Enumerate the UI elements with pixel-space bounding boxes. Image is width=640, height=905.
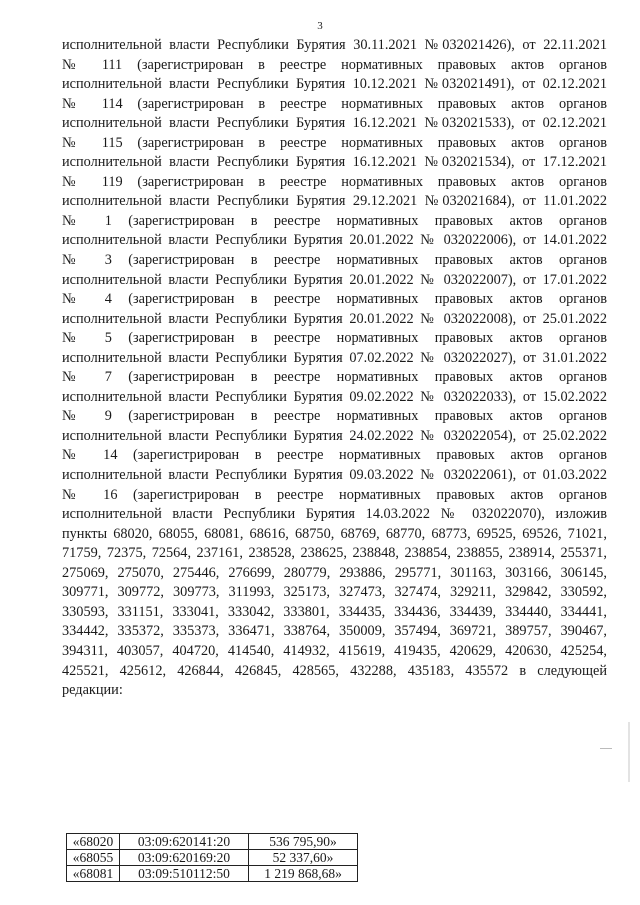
table-cell: «68020 (67, 834, 120, 850)
text-line: 394311, 403057, 404720, 414540, 414932, 415619, 419435, 420629, 420630, 425254, (62, 642, 607, 659)
text-line: № 111 (зарегистрирован в реестре нормативных правовых актов органов (62, 56, 607, 73)
text-line: исполнительной власти Республики Бурятия 20.01.2022 № 032022006), от 14.01.2022 (62, 232, 607, 249)
text-line: исполнительной власти Республики Бурятия 09.02.2022 № 032022033), от 15.02.2022 (62, 388, 607, 405)
text-line: 330593, 331151, 333041, 333042, 333801, 334435, 334436, 334439, 334440, 334441, (62, 603, 607, 620)
text-line: № 114 (зарегистрирован в реестре нормативных правовых актов органов (62, 95, 607, 112)
text-line: 425521, 425612, 426844, 426845, 428565, 432288, 435183, 435572 в следующей (62, 662, 607, 679)
text-line: 334442, 335372, 335373, 336471, 338764, 350009, 357494, 369721, 389757, 390467, (62, 623, 607, 640)
table-cell: «68055 (67, 850, 120, 866)
text-line: исполнительной власти Республики Бурятия 09.03.2022 № 032022061), от 01.03.2022 (62, 467, 607, 484)
table-cell: 536 795,90» (249, 834, 358, 850)
text-line: исполнительной власти Республики Бурятия 16.12.2021 №032021533), от 02.12.2021 (62, 115, 607, 132)
text-line: № 5 (зарегистрирован в реестре нормативных правовых актов органов (62, 330, 607, 347)
text-line: № 115 (зарегистрирован в реестре нормативных правовых актов органов (62, 134, 607, 151)
table-cell: 03:09:620141:20 (120, 834, 249, 850)
text-line: исполнительной власти Республики Бурятия 20.01.2022 № 032022008), от 25.01.2022 (62, 310, 607, 327)
text-line: исполнительной власти Республики Бурятия 16.12.2021 №032021534), от 17.12.2021 (62, 154, 607, 171)
text-line: 309771, 309772, 309773, 311993, 325173, 327473, 327474, 329211, 329842, 330592, (62, 584, 607, 601)
scan-edge-shadow (628, 722, 630, 782)
table-cell: 03:09:510112:50 (120, 866, 249, 882)
table-row (67, 866, 358, 882)
text-line: № 3 (зарегистрирован в реестре нормативных правовых актов органов (62, 252, 607, 269)
text-line: исполнительной власти Республики Бурятия 14.03.2022 № 032022070), изложив (62, 506, 607, 523)
text-line: № 1 (зарегистрирован в реестре нормативных правовых актов органов (62, 212, 607, 229)
text-line: исполнительной власти Республики Бурятия 10.12.2021 №032021491), от 02.12.2021 (62, 76, 607, 93)
text-line: исполнительной власти Республики Бурятия 30.11.2021 №032021426), от 22.11.2021 (62, 37, 607, 53)
cadastral-table (66, 833, 358, 882)
text-line: 71759, 72375, 72564, 237161, 238528, 238625, 238848, 238854, 238855, 238914, 255371, (62, 545, 607, 562)
text-line: № 9 (зарегистрирован в реестре нормативных правовых актов органов (62, 408, 607, 425)
text-line: № 14 (зарегистрирован в реестре нормативных правовых актов органов (62, 447, 607, 464)
table-row (67, 850, 358, 866)
text-line: исполнительной власти Республики Бурятия 29.12.2021 №032021684), от 11.01.2022 (62, 193, 607, 210)
text-line: редакции: (62, 682, 123, 699)
text-line: № 7 (зарегистрирован в реестре нормативных правовых актов органов (62, 369, 607, 386)
text-line: № 16 (зарегистрирован в реестре нормативных правовых актов органов (62, 486, 607, 503)
table-cell: 52 337,60» (249, 850, 358, 866)
text-line: пункты 68020, 68055, 68081, 68616, 68750, 68769, 68770, 68773, 69525, 69526, 71021, (62, 525, 607, 542)
table-cell: «68081 (67, 866, 120, 882)
table-cell: 1 219 868,68» (249, 866, 358, 882)
document-body (62, 36, 607, 701)
scan-mark (600, 748, 612, 749)
table-row (67, 834, 358, 850)
page-number: 3 (317, 20, 323, 32)
text-line: № 4 (зарегистрирован в реестре нормативных правовых актов органов (62, 291, 607, 308)
text-line: № 119 (зарегистрирован в реестре нормативных правовых актов органов (62, 173, 607, 190)
text-line: исполнительной власти Республики Бурятия 24.02.2022 № 032022054), от 25.02.2022 (62, 427, 607, 444)
text-line: исполнительной власти Республики Бурятия 07.02.2022 № 032022027), от 31.01.2022 (62, 349, 607, 366)
table-cell: 03:09:620169:20 (120, 850, 249, 866)
text-line: 275069, 275070, 275446, 276699, 280779, 293886, 295771, 301163, 303166, 306145, (62, 564, 607, 581)
text-line: исполнительной власти Республики Бурятия 20.01.2022 № 032022007), от 17.01.2022 (62, 271, 607, 288)
